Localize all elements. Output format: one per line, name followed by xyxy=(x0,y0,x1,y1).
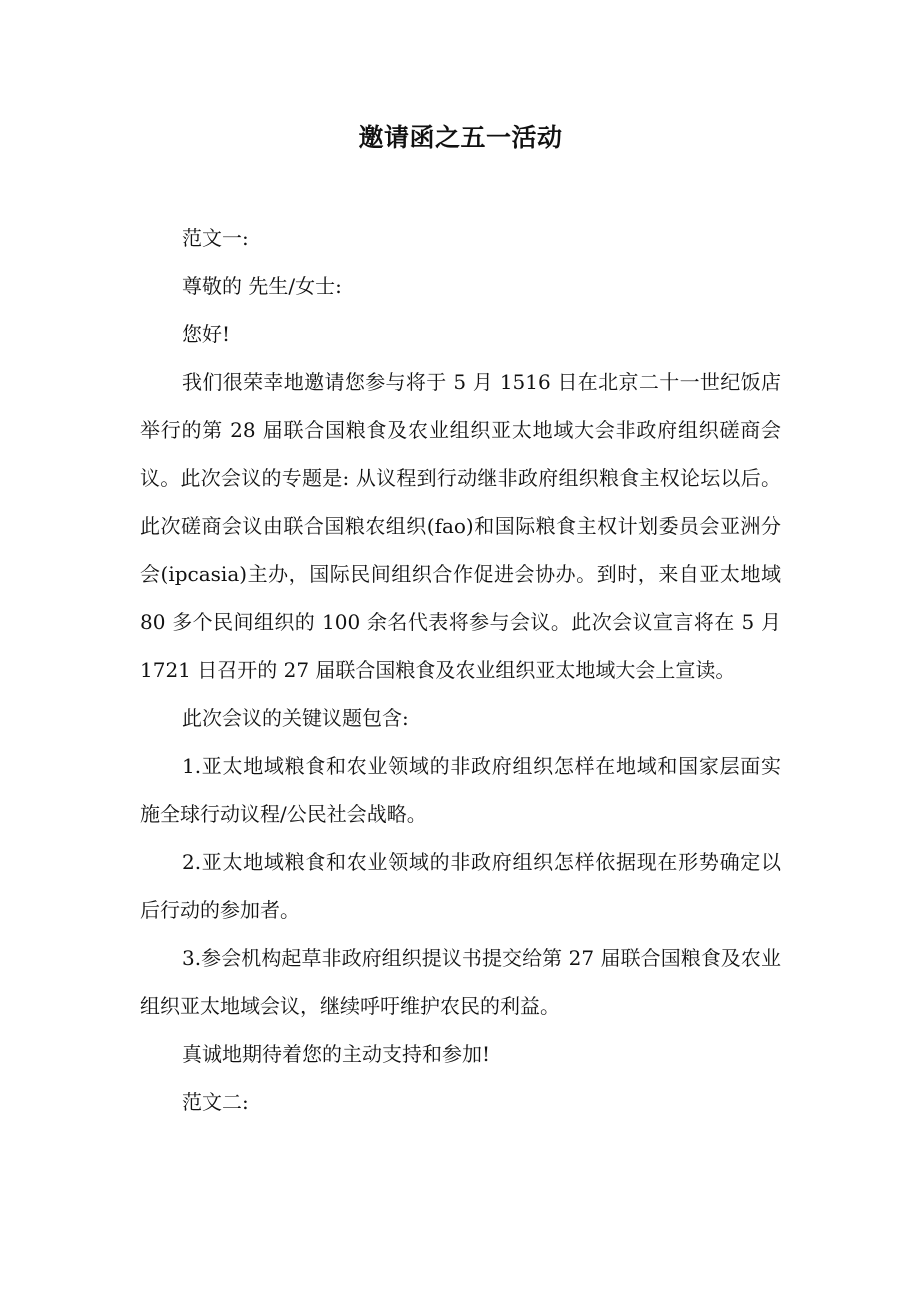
document-body xyxy=(140,214,781,1126)
paragraph-greeting: 您好! xyxy=(182,322,231,346)
paragraph-topics-intro: 此次会议的关键议题包含: xyxy=(182,706,409,730)
document-title: 邀请函之五一活动 xyxy=(358,123,563,152)
paragraph-sample-one-heading: 范文一: xyxy=(182,226,249,250)
paragraph-closing: 真诚地期待着您的主动支持和参加! xyxy=(182,1042,491,1066)
paragraph-topic-2: 2.亚太地域粮食和农业领域的非政府组织怎样依据现在形势确定以后行动的参加者。 xyxy=(140,850,781,922)
paragraph-topic-1: 1.亚太地域粮食和农业领域的非政府组织怎样在地域和国家层面实施全球行动议程/公民社会战略。 xyxy=(140,754,781,826)
paragraph-salutation: 尊敬的 先生/女士: xyxy=(182,274,342,298)
paragraph-sample-two-heading: 范文二: xyxy=(182,1090,249,1114)
paragraph-topic-3: 3.参会机构起草非政府组织提议书提交给第 27 届联合国粮食及农业组织亚太地域会议，继续呼吁维护农民的利益。 xyxy=(140,946,781,1018)
document-page xyxy=(140,118,781,1126)
paragraph-invitation-body: 我们很荣幸地邀请您参与将于 5 月 1516 日在北京二十一世纪饭店举行的第 28 届联合国粮食及农业组织亚太地域大会非政府组织磋商会议。此次会议的专题是: 从议程到行动继非政府组织粮食主权论坛以后。此次磋商会议由联合国粮农组织(fao)和国际粮食主权计划委员会亚洲分会(ipcasia)主办，国际民间组织合作促进会协办。到时，来自亚太地域 80 多个民间组织的 100 余名代表将参与会议。此次会议宣言将在 5 月 1721 日召开的 27 届联合国粮食及农业组织亚太地域大会上宣读。 xyxy=(140,370,781,682)
